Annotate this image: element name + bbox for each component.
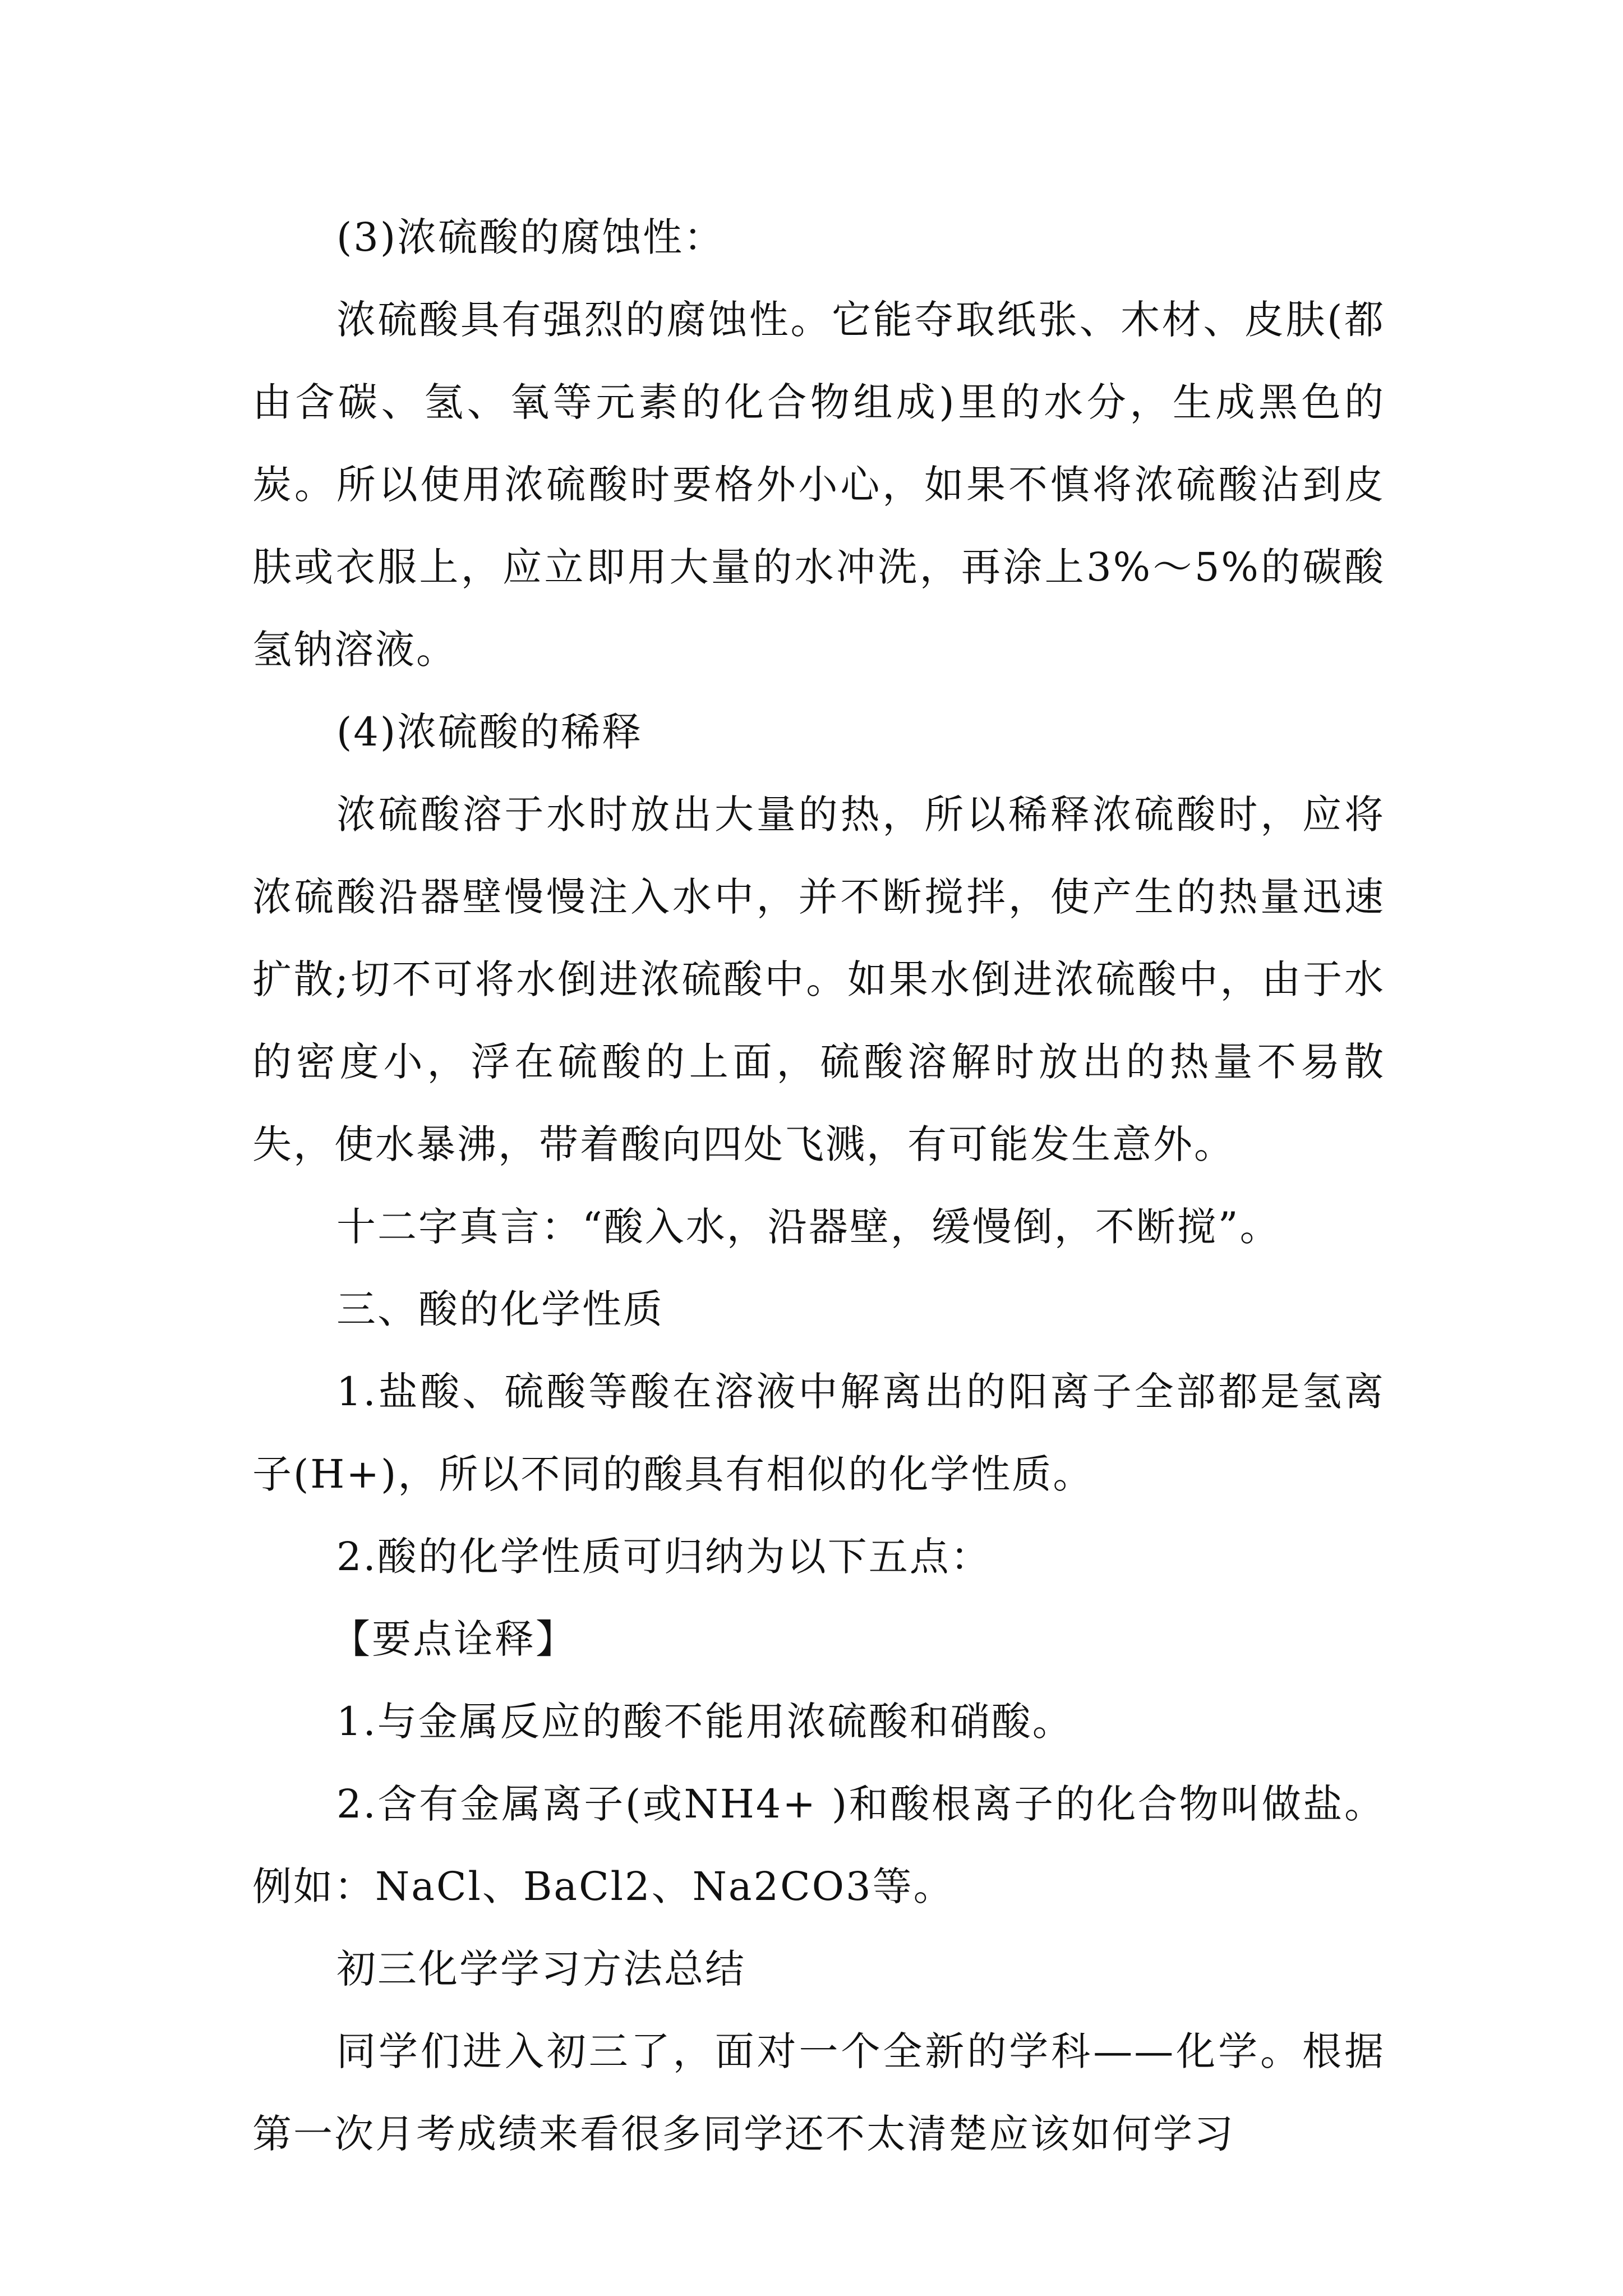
paragraph-five-points: 2.酸的化学性质可归纳为以下五点： [336, 1534, 992, 1580]
paragraph-hydrogen-ion: 1.盐酸、硫酸等酸在溶液中解离出的阳离子全部都是氢离子(H+)，所以不同的酸具有相似的化学性质。 [252, 1369, 1385, 1497]
paragraph-dilution: 浓硫酸溶于水时放出大量的热，所以稀释浓硫酸时，应将浓硫酸沿器壁慢慢注入水中，并不断搅拌，使产生的热量迅速扩散;切不可将水倒进浓硫酸中。如果水倒进浓硫酸中，由于水的密度小，浮在硫酸的上面，硫酸溶解时放出的热量不易散失，使水暴沸，带着酸向四处飞溅，有可能发生意外。 [252, 792, 1385, 1167]
document-body [252, 196, 1385, 2175]
paragraph-metal-reaction: 1.与金属反应的酸不能用浓硫酸和硝酸。 [336, 1699, 1073, 1745]
paragraph-salt-definition: 2.含有金属离子(或NH4+ )和酸根离子的化合物叫做盐。例如：NaCl、BaCl2、Na2CO3等。 [252, 1781, 1385, 1910]
paragraph-study-intro: 同学们进入初三了，面对一个全新的学科——化学。根据第一次月考成绩来看很多同学还不太清楚应该如何学习 [252, 2028, 1385, 2157]
key-points-heading: 【要点诠释】 [331, 1616, 577, 1662]
paragraph-twelve-words: 十二字真言：“酸入水，沿器壁，缓慢倒，不断搅”。 [336, 1204, 1281, 1250]
paragraph-heading-4: (4)浓硫酸的稀释 [336, 709, 643, 755]
paragraph-heading-3: (3)浓硫酸的腐蚀性： [336, 214, 725, 260]
section-heading-study-methods: 初三化学学习方法总结 [336, 1946, 746, 1992]
section-heading-acid-properties: 三、酸的化学性质 [336, 1286, 664, 1332]
paragraph-corrosiveness: 浓硫酸具有强烈的腐蚀性。它能夺取纸张、木材、皮肤(都由含碳、氢、氧等元素的化合物组成)里的水分，生成黑色的炭。所以使用浓硫酸时要格外小心，如果不慎将浓硫酸沾到皮肤或衣服上，应立即用大量的水冲洗，再涂上3%～5%的碳酸氢钠溶液。 [252, 297, 1385, 673]
